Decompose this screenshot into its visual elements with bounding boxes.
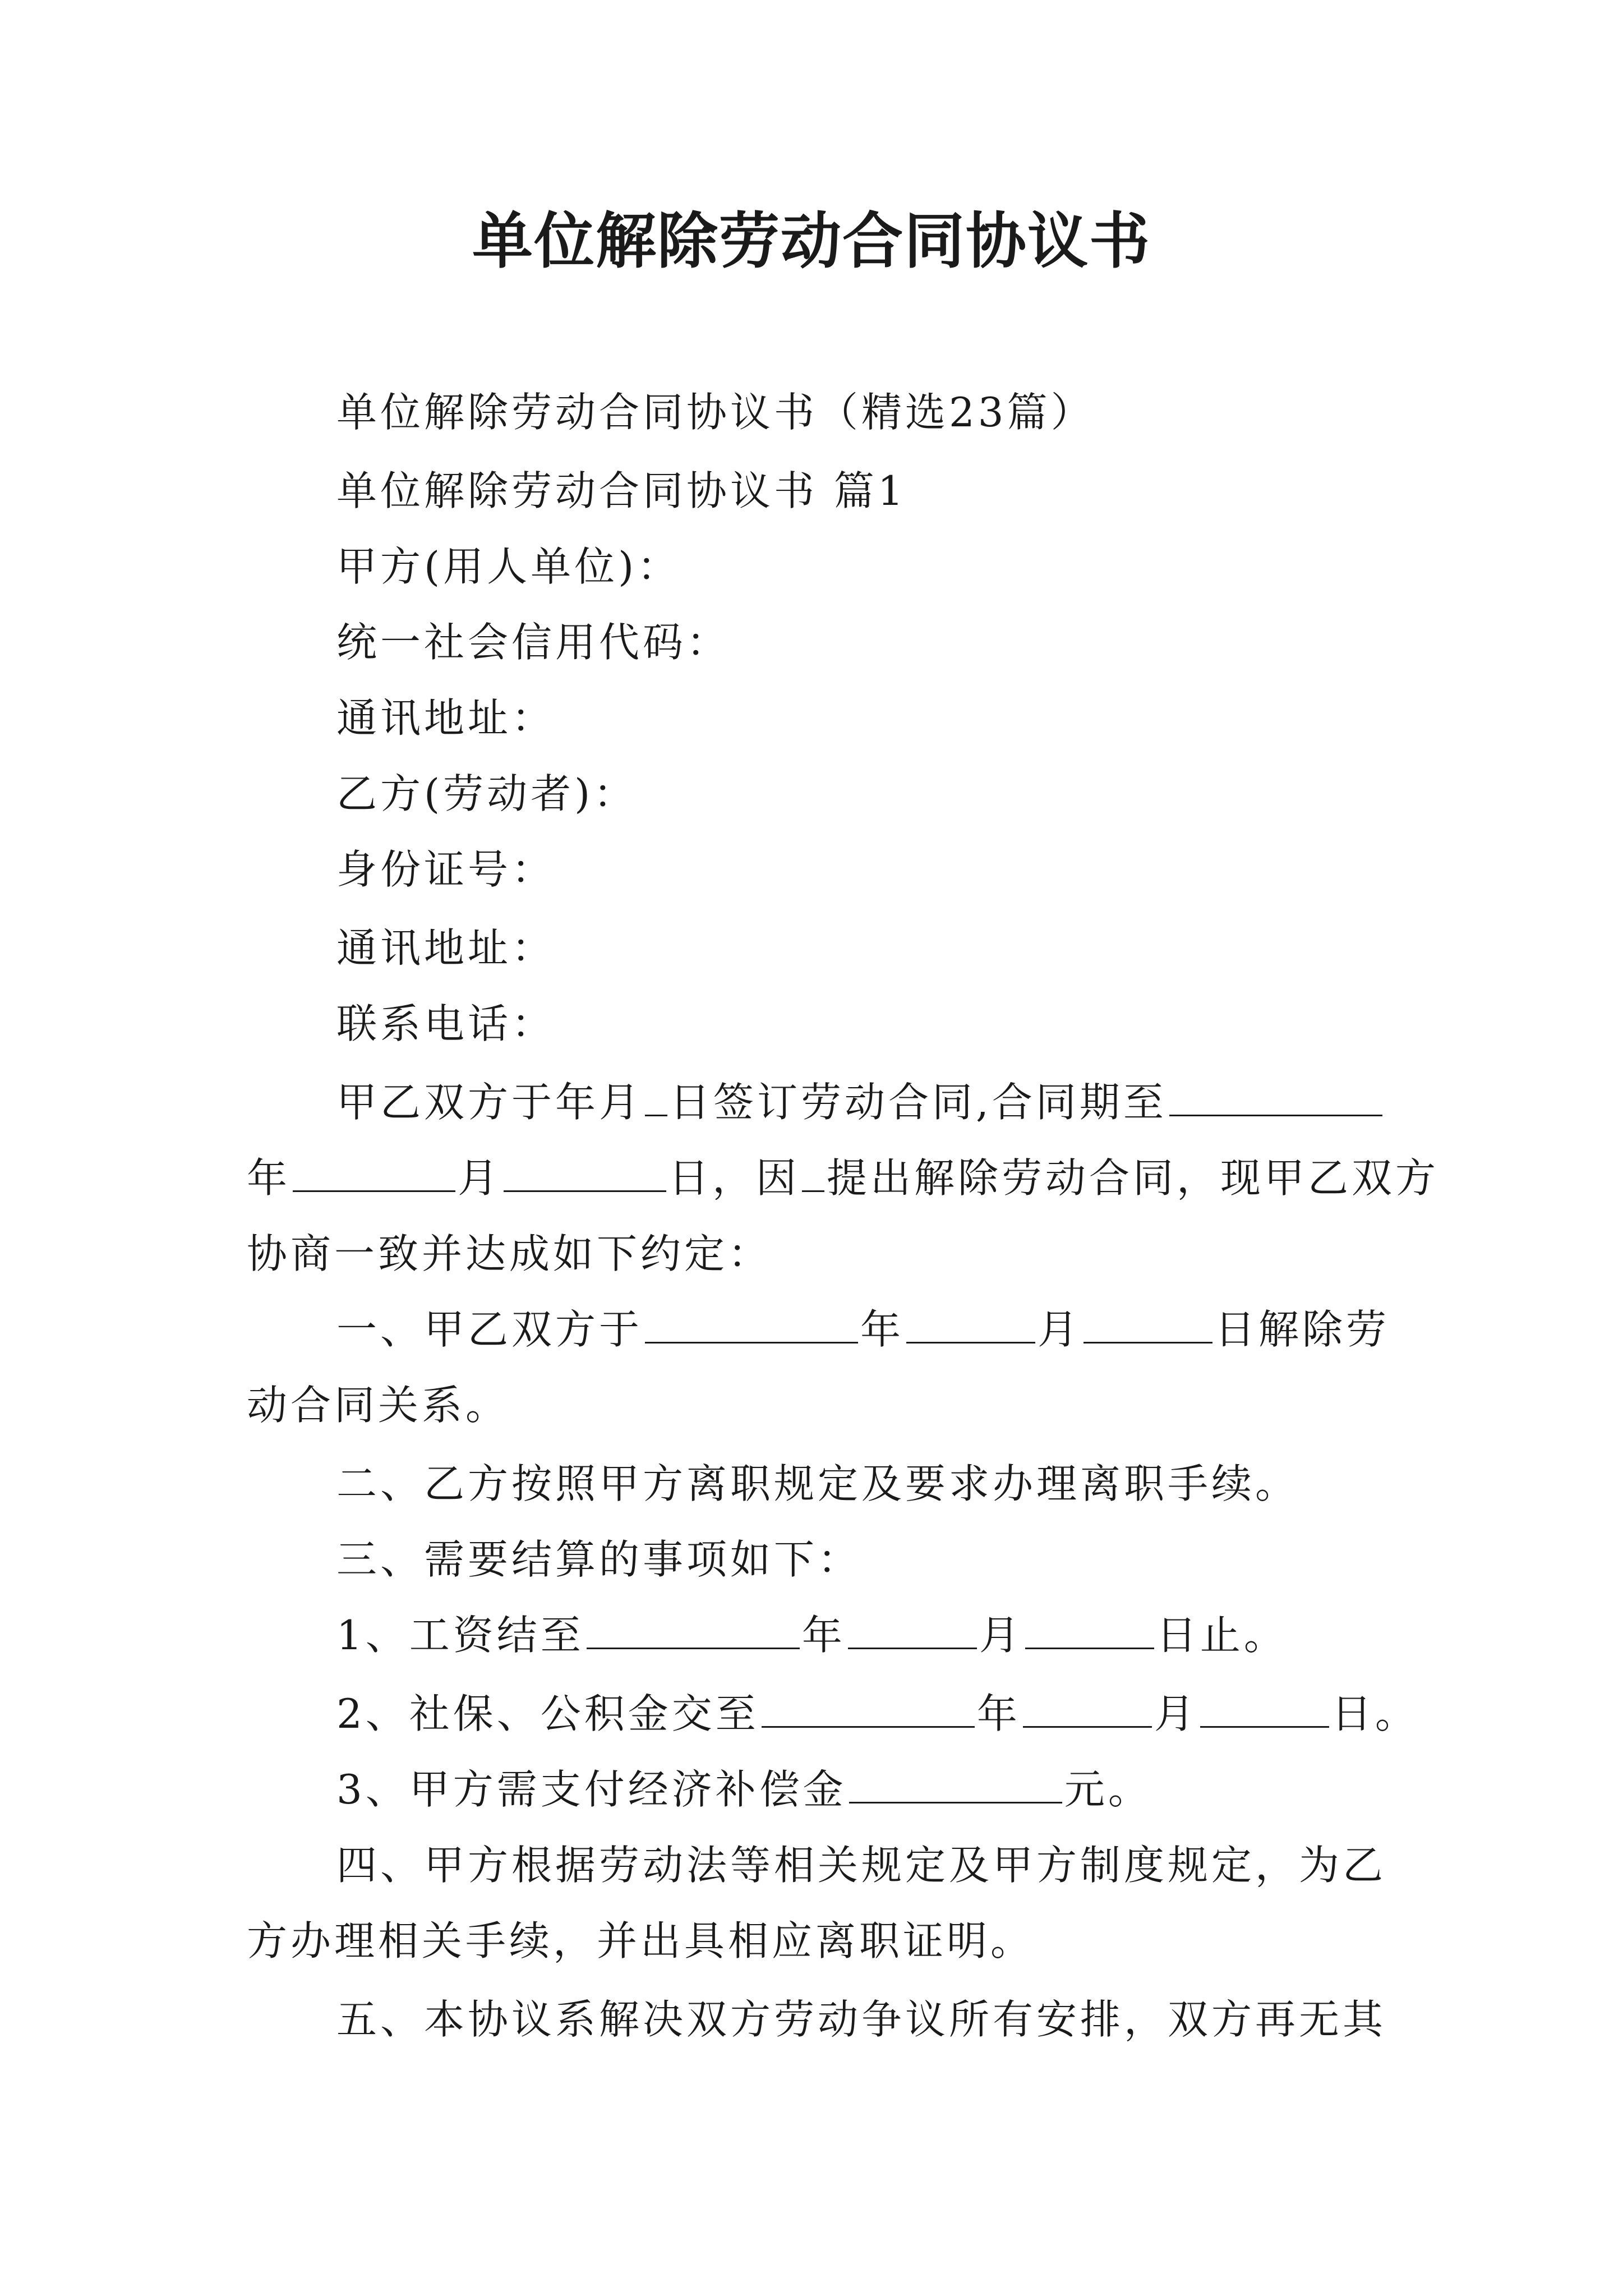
party-a-credit-code-label: 统一社会信用代码： <box>336 619 731 666</box>
blank-underline <box>849 1767 1062 1803</box>
party-b-name-label: 乙方(劳动者)： <box>336 770 638 817</box>
item-2 <box>336 1686 1419 1742</box>
item-text: 月 <box>1154 1690 1198 1737</box>
item-text: 元。 <box>1064 1766 1152 1813</box>
intro-text: 月 <box>458 1154 502 1202</box>
clause-text: 一、甲乙双方于 <box>336 1306 643 1353</box>
blank-underline <box>906 1307 1035 1343</box>
item-1 <box>336 1607 1288 1663</box>
clause-text: 月 <box>1038 1306 1082 1353</box>
blank-underline <box>1200 1691 1329 1728</box>
blank-underline <box>762 1691 975 1728</box>
clause-text: 日解除劳 <box>1215 1306 1390 1353</box>
party-b-id-label: 身份证号： <box>336 846 556 893</box>
party-a-name-label: 甲方(用人单位)： <box>336 543 681 590</box>
item-text: 月 <box>979 1612 1023 1659</box>
clause-1-line-2: 动合同关系。 <box>247 1382 510 1429</box>
blank-underline <box>1025 1613 1154 1649</box>
blank-underline <box>1023 1691 1152 1728</box>
blank-underline <box>1083 1307 1212 1343</box>
item-text: 年 <box>801 1612 846 1659</box>
clause-5-line-1: 五、本协议系解决双方劳动争议所有安排，双方再无其 <box>336 1996 1387 2043</box>
clause-4-line-1: 四、甲方根据劳动法等相关规定及甲方制度规定，为乙 <box>336 1842 1387 1889</box>
intro-line-2 <box>247 1150 1439 1206</box>
subtitle: 单位解除劳动合同协议书（精选23篇） <box>336 389 1095 436</box>
clause-2: 二、乙方按照甲方离职规定及要求办理离职手续。 <box>336 1460 1299 1507</box>
blank-underline <box>293 1156 455 1192</box>
blank-underline <box>802 1156 824 1192</box>
intro-text: 日签订劳动合同,合同期至 <box>670 1079 1167 1126</box>
intro-line-3: 协商一致并达成如下约定： <box>247 1230 772 1277</box>
blank-underline <box>587 1613 800 1649</box>
blank-underline <box>504 1156 666 1192</box>
intro-text: 年 <box>247 1154 291 1202</box>
blank-underline <box>848 1613 977 1649</box>
item-text: 2、社保、公积金交至 <box>336 1690 759 1737</box>
blank-underline <box>1169 1080 1382 1116</box>
blank-underline <box>645 1307 858 1343</box>
item-text: 日止。 <box>1156 1612 1288 1659</box>
intro-text: 甲乙双方于年月 <box>336 1079 643 1126</box>
clause-text: 年 <box>860 1306 905 1353</box>
section-heading: 单位解除劳动合同协议书 篇1 <box>336 467 907 514</box>
clause-3: 三、需要结算的事项如下： <box>336 1536 862 1583</box>
item-text: 日。 <box>1331 1690 1419 1737</box>
intro-text: 日，因 <box>668 1154 800 1202</box>
intro-text: 提出解除劳动合同，现甲乙双方 <box>827 1154 1440 1202</box>
item-3 <box>336 1761 1152 1818</box>
party-a-address-label: 通讯地址： <box>336 694 556 742</box>
document-title: 单位解除劳动合同协议书 <box>472 206 1151 277</box>
party-b-phone-label: 联系电话： <box>336 1000 556 1047</box>
clause-4-line-2: 方办理相关手续，并出具相应离职证明。 <box>247 1917 1035 1964</box>
blank-underline <box>645 1080 667 1116</box>
item-text: 3、甲方需支付经济补偿金 <box>336 1766 847 1813</box>
item-text: 年 <box>976 1690 1021 1737</box>
party-b-address-label: 通讯地址： <box>336 924 556 972</box>
clause-1-line-1 <box>336 1301 1390 1358</box>
item-text: 1、工资结至 <box>336 1612 584 1659</box>
intro-line-1 <box>336 1074 1385 1130</box>
